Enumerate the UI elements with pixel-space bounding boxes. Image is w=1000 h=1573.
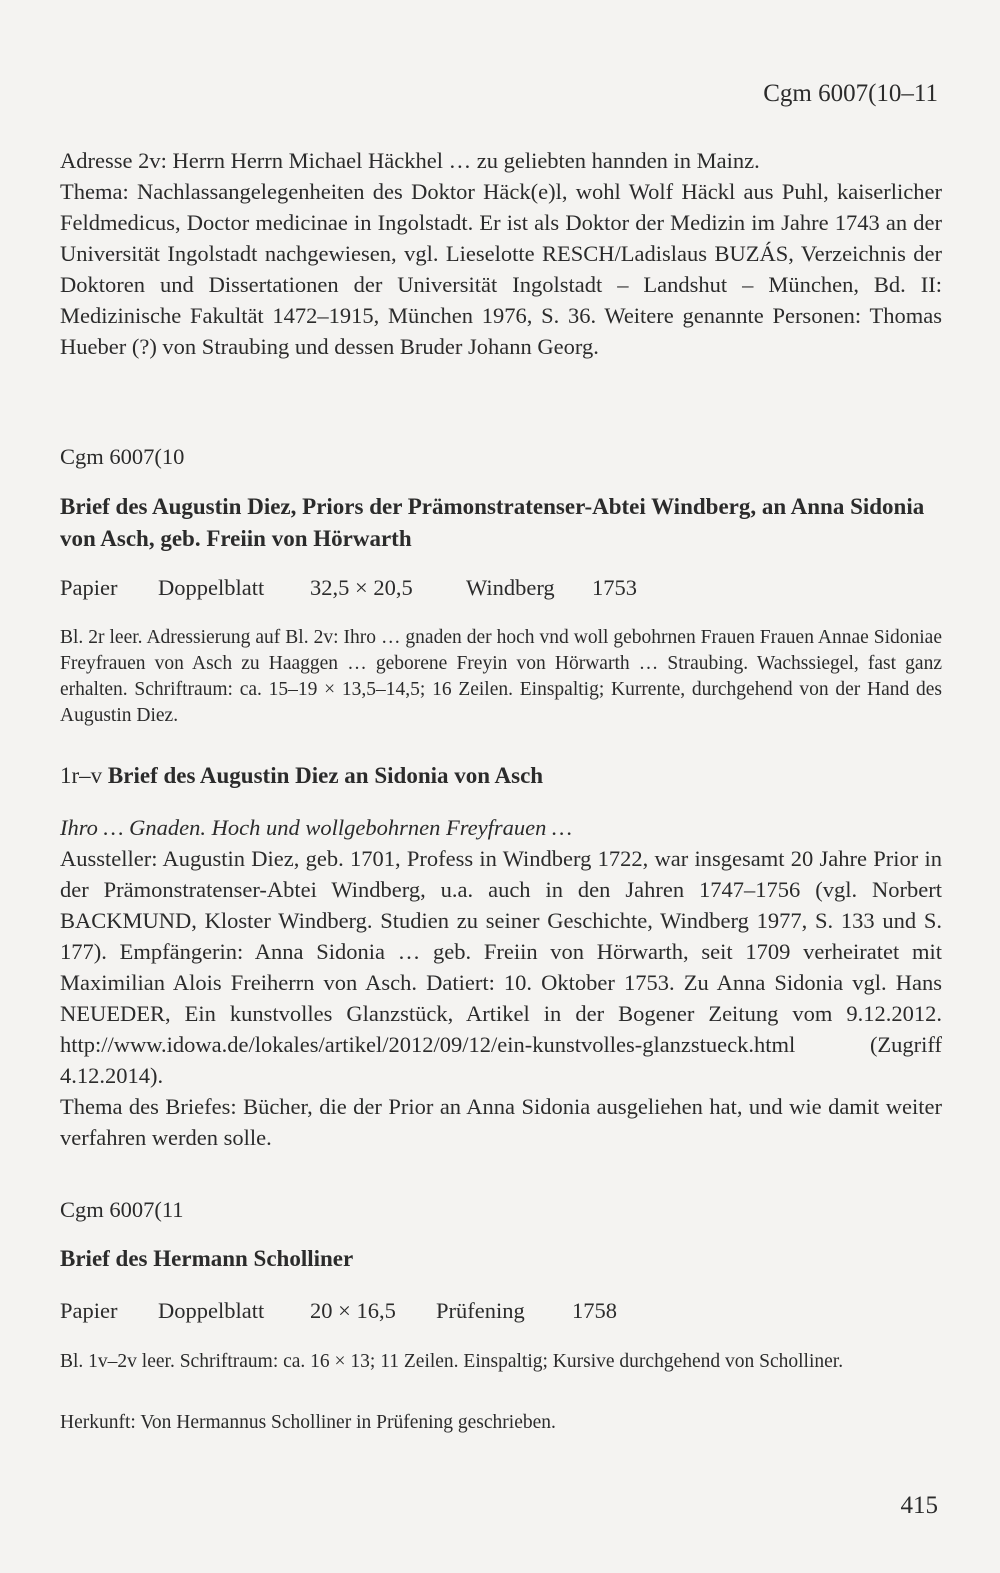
intro-text <box>60 145 942 362</box>
entry11-meta <box>60 1295 942 1326</box>
entry11-description-text: Bl. 1v–2v leer. Schriftraum: ca. 16 × 13; 11 Zeilen. Einspaltig; Kursive durchgehend von Scholliner. <box>60 1351 844 1372</box>
entry10-item-text1: Aussteller: Augustin Diez, geb. 1701, Profess in Windberg 1722, war insgesamt 20 Jahre Prior in der Prämonstratenser-Abtei Windberg, u.a. auch in den Jahren 1747–1756 (vgl. Norbert BACKMUND, Kloster Windberg. Studien zu seiner Geschichte, Windberg 1977, S. 133 und S. 177). Empfängerin: Anna Sidonia … geb. Freiin von Hörwarth, seit 1709 verheiratet mit Maximilian Alois Freiherrn von Asch. Datiert: 10. Oktober 1753. Zu Anna Sidonia vgl. Hans NEUEDER, Ein kunstvolles Glanzstück, Artikel in der Bogener Zeitung vom 9.12.2012. http://www.idowa.de/lokales/artikel/2012/09/12/ein-kunstvolles-glanzstueck.html (Zugriff 4.12.2014). <box>60 846 942 1088</box>
entry11-year: 1758 <box>572 1298 617 1323</box>
entry10-title: Brief des Augustin Diez, Priors der Prämonstratenser-Abtei Windberg, an Anna Sidonia von Asch, geb. Freiin von Hörwarth <box>60 494 925 551</box>
entry10-item-heading <box>60 760 942 792</box>
entry10-format: Doppelblatt <box>158 575 265 600</box>
entry11-signature: Cgm 6007(11 <box>60 1197 184 1222</box>
entry11-size: 20 × 16,5 <box>310 1298 396 1323</box>
entry10-material: Papier <box>60 575 118 600</box>
entry10-item-folio: 1r–v <box>60 763 103 788</box>
entry11-description <box>60 1349 942 1375</box>
page-number: 415 <box>900 1492 938 1519</box>
entry10-place: Windberg <box>466 575 555 600</box>
entry10-item-text2: Thema des Briefes: Bücher, die der Prior an Anna Sidonia ausgeliehen hat, und wie damit weiter verfahren werden solle. <box>60 1094 942 1150</box>
entry10-meta <box>60 572 942 603</box>
entry11-material: Papier <box>60 1298 118 1323</box>
entry10-year: 1753 <box>592 575 637 600</box>
entry10-incipit: Ihro … Gnaden. Hoch und wollgebohrnen Freyfrauen … <box>60 815 573 840</box>
entry11-title: Brief des Hermann Scholliner <box>60 1246 354 1271</box>
entry10-description-text: Bl. 2r leer. Adressierung auf Bl. 2v: Ihro … gnaden der hoch vnd woll gebohrnen Frauen Frauen Annae Sidoniae Freyfrauen von Asch zu Haaggen … geborene Freyin von Hörwarth … Straubing. Wachssiegel, fast ganz erhalten. Schriftraum: ca. 15–19 × 13,5–14,5; 16 Zeilen. Einspaltig; Kurrente, durchgehend von der Hand des Augustin Diez. <box>60 627 942 726</box>
entry11-place: Prüfening <box>436 1298 525 1323</box>
entry10-description <box>60 625 942 729</box>
running-head: Cgm 6007(10–11 <box>763 80 938 107</box>
entry10-item-title: Brief des Augustin Diez an Sidonia von Asch <box>107 763 544 788</box>
entry10-signature: Cgm 6007(10 <box>60 444 185 469</box>
intro-address: Adresse 2v: Herrn Herrn Michael Häckhel … zu geliebten hannden in Mainz. <box>60 148 760 173</box>
entry11-provenance: Herkunft: Von Hermannus Scholliner in Prüfening geschrieben. <box>60 1412 556 1433</box>
entry10-size: 32,5 × 20,5 <box>310 575 413 600</box>
intro-theme: Thema: Nachlassangelegenheiten des Doktor Häck(e)l, wohl Wolf Häckl aus Puhl, kaiserlicher Feldmedicus, Doctor medicinae in Ingolstadt. Er ist als Doktor der Medizin im Jahre 1743 an der Universität Ingolstadt nachgewiesen, vgl. Lieselotte RESCH/Ladislaus BUZÁS, Verzeichnis der Doktoren und Dissertationen der Universität Ingolstadt – Landshut – München, Bd. II: Medizinische Fakultät 1472–1915, München 1976, S. 36. Weitere genannte Personen: Thomas Hueber (?) von Straubing und dessen Bruder Johann Georg. <box>60 179 942 359</box>
entry11-format: Doppelblatt <box>158 1298 265 1323</box>
entry10-item-text <box>60 843 942 1153</box>
